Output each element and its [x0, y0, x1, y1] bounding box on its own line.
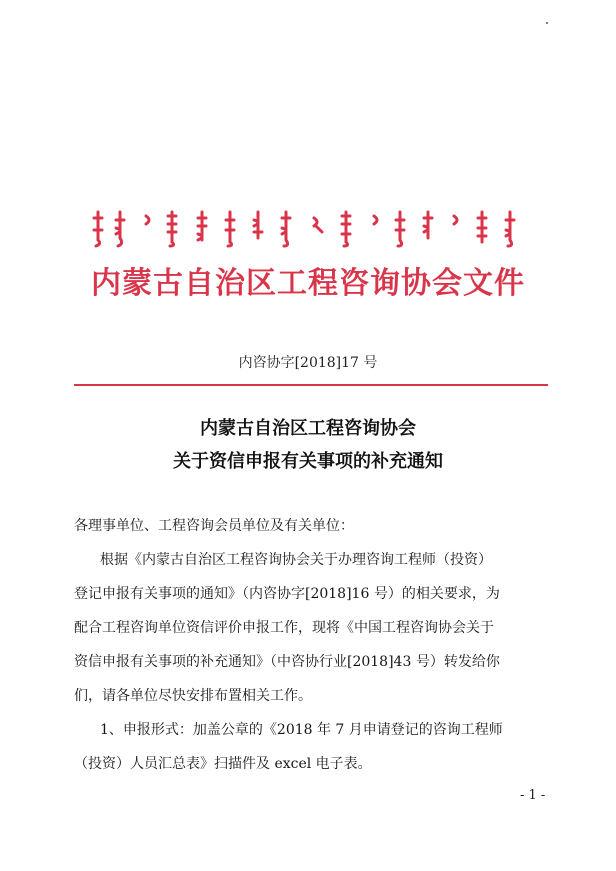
paragraph1-line-2: 登记申报有关事项的通知》（内咨协字[2018]16 号）的相关要求，为 — [74, 586, 500, 602]
header-divider-rule — [74, 384, 548, 386]
scan-dot — [546, 22, 548, 24]
paragraph1-line-1: 根据《内蒙古自治区工程咨询协会关于办理咨询工程师（投资） — [100, 552, 492, 568]
notice-title-line-1: 内蒙古自治区工程咨询协会 — [200, 418, 416, 439]
page-number: - 1 - — [520, 788, 546, 803]
paragraph1-line-4: 资信申报有关事项的补充通知》（中咨协行业[2018]43 号）转发给你 — [74, 654, 500, 670]
document-header-title: 内蒙古自治区工程咨询协会文件 — [91, 266, 525, 301]
paragraph1-line-5: 们，请各单位尽快安排布置相关工作。 — [74, 688, 312, 704]
item1-line-1: 1、申报形式：加盖公章的《2018 年 7 月申请登记的咨询工程师 — [100, 722, 503, 738]
salutation: 各理事单位、工程咨询会员单位及有关单位： — [74, 518, 354, 534]
paragraph1-line-3: 配合工程咨询单位资信评价申报工作，现将《中国工程咨询协会关于 — [74, 620, 494, 636]
item1-line-2: （投资）人员汇总表》扫描件及 excel 电子表。 — [74, 756, 372, 772]
mongolian-script-title — [90, 208, 520, 248]
mongolian-script-glyphs — [90, 208, 520, 248]
notice-title-line-2: 关于资信申报有关事项的补充通知 — [173, 451, 443, 472]
document-number: 内咨协字[2018]17 号 — [238, 355, 378, 371]
